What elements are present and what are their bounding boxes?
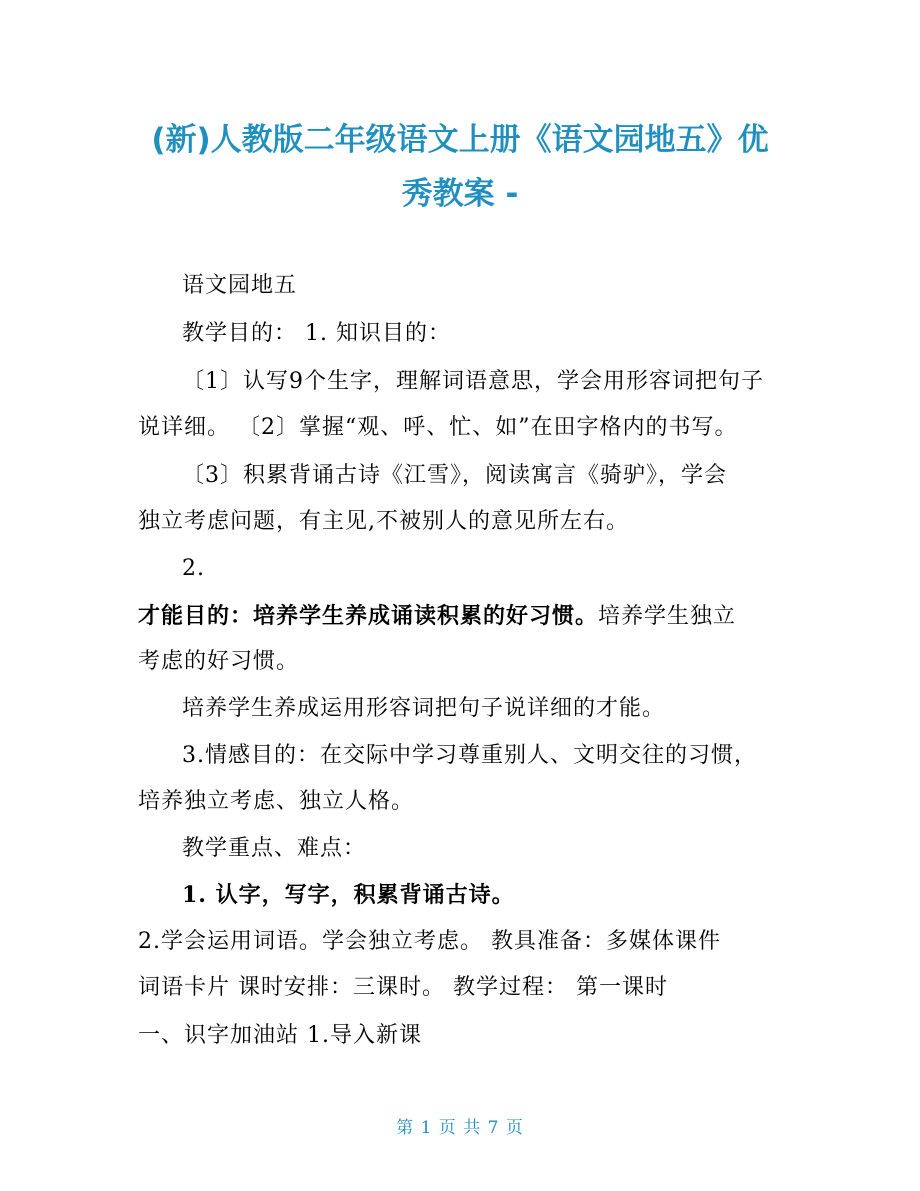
literacy-station-heading: 一、识字加油站 1.导入新课 bbox=[138, 1023, 422, 1048]
objective-1-line-1: 〔1〕认写9个生字，理解词语意思，学会用形容词把句子 bbox=[182, 369, 764, 394]
document-title-line-2: 秀教案 - bbox=[401, 176, 519, 212]
emotion-objective-line-1: 3.情感目的：在交际中学习尊重别人、文明交往的习惯， bbox=[182, 743, 757, 768]
objective-3-line-1: 〔3〕积累背诵古诗《江雪》，阅读寓言《骑驴》，学会 bbox=[182, 463, 727, 488]
key-points-heading: 教学重点、难点： bbox=[182, 836, 367, 861]
objective-1-line-2: 说详细。 〔2〕掌握“观、呼、忙、如”在田字格内的书写。 bbox=[138, 415, 738, 440]
teaching-objectives-heading: 教学目的： 1. 知识目的： bbox=[182, 321, 451, 346]
ability-objective-line-2: 考虑的好习惯。 bbox=[138, 649, 300, 674]
key-point-1: 1. 认字，写字，积累背诵古诗。 bbox=[182, 882, 515, 908]
objective-2-number: 2. bbox=[182, 556, 205, 581]
page-footer: 第 1 页 共 7 页 bbox=[396, 1118, 524, 1138]
emotion-objective-line-2: 培养独立考虑、独立人格。 bbox=[138, 789, 415, 814]
ability-objective-bold: 才能目的：培养学生养成诵读积累的好习惯。 bbox=[138, 603, 599, 629]
key-point-2-line-2: 词语卡片 课时安排：三课时。 教学过程： 第一课时 bbox=[138, 975, 668, 1000]
document-title-line-1: (新)人教版二年级语文上册《语文园地五》优 bbox=[151, 122, 769, 158]
objective-3-line-2: 独立考虑问题，有主见,不被别人的意见所左右。 bbox=[138, 509, 629, 534]
key-point-2-line-1: 2.学会运用词语。学会独立考虑。 教具准备：多媒体课件 bbox=[138, 929, 721, 954]
section-heading: 语文园地五 bbox=[182, 273, 298, 298]
ability-objective-rest: 培养学生独立 bbox=[598, 604, 737, 629]
ability-objective-line-3: 培养学生养成运用形容词把句子说详细的才能。 bbox=[182, 696, 666, 721]
ability-objective-line-1 bbox=[138, 601, 736, 632]
